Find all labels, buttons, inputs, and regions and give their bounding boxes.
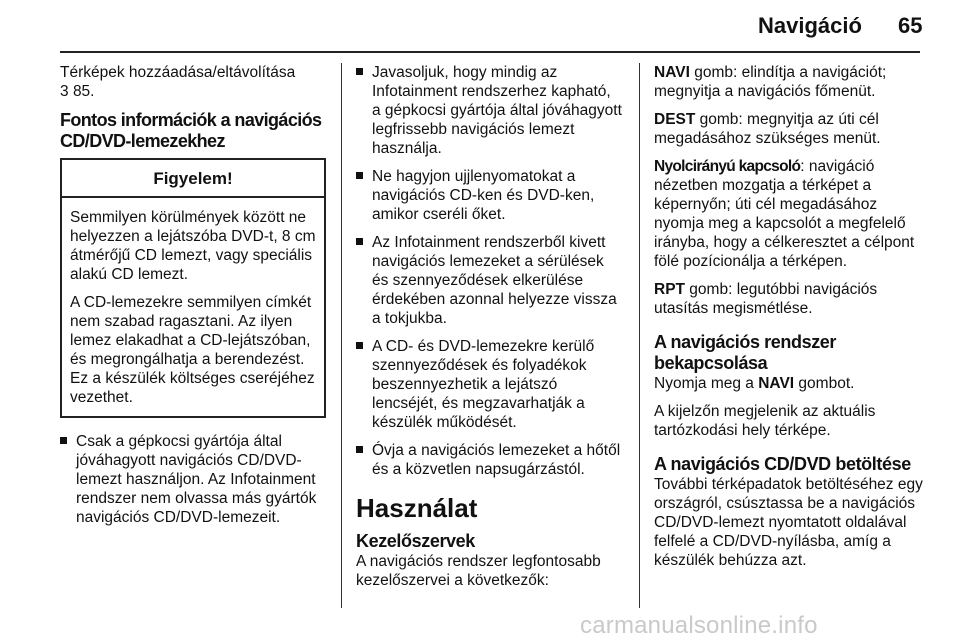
list-item: Javasoljuk, hogy mindig az Infotainment rendszerhez kapható, a gépkocsi gyártója által jóváhagyott legfrissebb navigációs lemezt használja. (356, 63, 622, 158)
navi-keyword: NAVI (654, 64, 690, 81)
intro-paragraph (60, 63, 326, 101)
warning-title: Figyelem! (62, 160, 324, 198)
warning-body (62, 198, 324, 407)
heading-load-disc: A navigációs CD/DVD betöltése (654, 454, 911, 474)
rpt-description: RPT gomb: legutóbbi navigációs utasítás megismétlése. (654, 281, 878, 317)
bullet-icon (356, 446, 363, 453)
header-divider (60, 51, 920, 53)
main-heading-usage: Használat (356, 493, 478, 523)
switch-keyword: Nyolcirányú kapcsoló (654, 158, 801, 175)
bullet-icon (356, 238, 363, 245)
navi-description: NAVI gomb: elindítja a navigációt; megnyitja a navigációs főmenüt. (654, 64, 887, 100)
bullet-icon (60, 437, 67, 444)
page-reference: 85. (72, 83, 95, 100)
switch-on-result: A kijelzőn megjelenik az aktuális tartózkodási hely térképe. (654, 403, 876, 439)
page-reference-arrow-icon: 3 (60, 83, 69, 100)
column-2 (356, 63, 622, 599)
bullet-icon (356, 68, 363, 75)
column-divider-1 (341, 63, 342, 608)
rpt-keyword: RPT (654, 281, 685, 298)
page-header (0, 0, 960, 50)
dest-keyword: DEST (654, 111, 696, 128)
bullet-icon (356, 342, 363, 349)
switch-description: Nyolcirányú kapcsoló: navigáció nézetben mozgatja a térképet a képernyőn; úti cél megadásához nyomja meg a kapcsolót a megfelelő irányba, hogy a célkeresztet a célpont fölé pozícionálja a térképen. (654, 158, 915, 270)
load-disc-text: További térképadatok betöltéséhez egy országról, csúsztassa be a navigációs CD/DVD-lemezt nyomtatott oldalával felfelé a CD/DVD-nyílásba, amíg a készülék behúzza azt. (654, 476, 923, 569)
sub-heading-controls: Kezelőszervek (356, 531, 475, 551)
navi-keyword-2: NAVI (758, 375, 795, 392)
column-1 (60, 63, 326, 536)
column-divider-2 (639, 63, 640, 608)
watermark: carmanualsonline.info (580, 612, 818, 639)
bullet-icon (356, 172, 363, 179)
list-item: Csak a gépkocsi gyártója által jóváhagyott navigációs CD/DVD-lemezt használjon. Az Infotainment rendszer nem olvassa más gyártók navigációs CD/DVD-lemezeit. (60, 432, 326, 527)
page-number: 65 (898, 13, 923, 38)
list-item: A CD- és DVD-lemezekre kerülő szennyeződések és folyadékok beszennyezhetik a lejátszó lencséjét, és megzavarhatják a készülék működését. (356, 337, 622, 432)
bullet-list-col1 (60, 432, 326, 527)
column-3 (654, 63, 926, 579)
section-heading-cd-dvd-info: Fontos információk a navigációs CD/DVD-lemezekhez (60, 110, 322, 151)
intro-line: Térképek hozzáadása/eltávolítása (60, 64, 296, 81)
controls-intro: A navigációs rendszer legfontosabb kezelőszervei a következők: (356, 553, 601, 589)
heading-switch-on: A navigációs rendszer bekapcsolása (654, 332, 837, 373)
warning-paragraph-1: Semmilyen körülmények között ne helyezzen a lejátszóba DVD-t, 8 cm átmérőjű CD lemezt, vagy speciális alakú CD lemezt. (70, 209, 316, 283)
list-item: Az Infotainment rendszerből kivett navigációs lemezeket a sérülések és szennyeződések elkerülése érdekében azonnal helyezze vissza a tokjukba. (356, 233, 622, 328)
bullet-list-col2 (356, 63, 622, 479)
list-item: Óvja a navigációs lemezeket a hőtől és a közvetlen napsugárzástól. (356, 441, 622, 479)
warning-paragraph-2: A CD-lemezekre semmilyen címkét nem szabad ragasztani. Az ilyen lemez elakadhat a CD-lejátszóban, és megrongálhatja a berendezést. Ez a készülék költséges cseréjéhez vezethet. (70, 294, 315, 406)
list-item: Ne hagyjon ujjlenyomatokat a navigációs CD-ken és DVD-ken, amikor cseréli őket. (356, 167, 622, 224)
dest-description: DEST gomb: megnyitja az úti cél megadásához szükséges menüt. (654, 111, 881, 147)
running-title: Navigáció (758, 13, 862, 38)
warning-box (60, 158, 326, 418)
switch-on-instruction: Nyomja meg a NAVI gombot. (654, 375, 855, 392)
